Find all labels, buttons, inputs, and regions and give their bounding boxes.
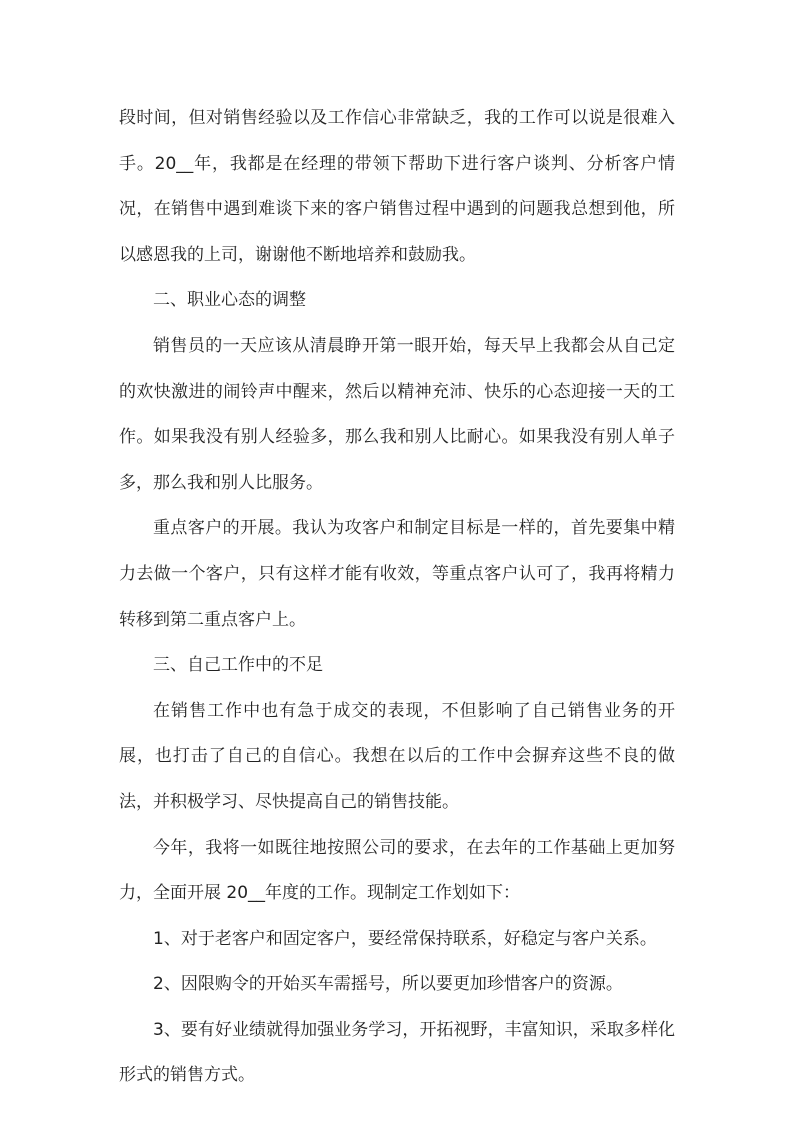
paragraph-key-clients: 重点客户的开展。我认为攻客户和制定目标是一样的，首先要集中精力去做一个客户，只有这样才能有收效，等重点客户认可了，我再将精力转移到第二重点客户上。 <box>119 518 675 630</box>
paragraph-daily-routine: 销售员的一天应该从清晨睁开第一眼开始，每天早上我都会从自己定的欢快激进的闹铃声中醒来，然后以精神充沛、快乐的心态迎接一天的工作。如果我没有别人经验多，那么我和别人比耐心。如果我没有别人单子多，那么我和别人比服务。 <box>119 335 675 493</box>
plan-item-3: 3、要有好业绩就得加强业务学习，开拓视野，丰富知识，采取多样化形式的销售方式。 <box>119 1019 675 1086</box>
section-heading-mindset: 二、职业心态的调整 <box>153 290 306 311</box>
plan-item-2: 2、因限购令的开始买车需摇号，所以要更加珍惜客户的资源。 <box>153 974 623 995</box>
plan-item-1: 1、对于老客户和固定客户，要经常保持联系，好稳定与客户关系。 <box>153 928 657 949</box>
document-body <box>119 96 675 1099</box>
section-heading-shortcomings: 三、自己工作中的不足 <box>153 655 323 676</box>
paragraph-plan-intro: 今年，我将一如既往地按照公司的要求，在去年的工作基础上更加努力，全面开展 20__年度的工作。现制定工作划如下： <box>119 837 675 904</box>
paragraph-continuation: 段时间，但对销售经验以及工作信心非常缺乏，我的工作可以说是很难入手。20__年，我都是在经理的带领下帮助下进行客户谈判、分析客户情况，在销售中遇到难谈下来的客户销售过程中遇到的问题我总想到他，所以感恩我的上司，谢谢他不断地培养和鼓励我。 <box>119 108 675 265</box>
paragraph-shortcomings: 在销售工作中也有急于成交的表现，不但影响了自己销售业务的开展，也打击了自己的自信心。我想在以后的工作中会摒弃这些不良的做法，并积极学习、尽快提高自己的销售技能。 <box>119 700 675 812</box>
